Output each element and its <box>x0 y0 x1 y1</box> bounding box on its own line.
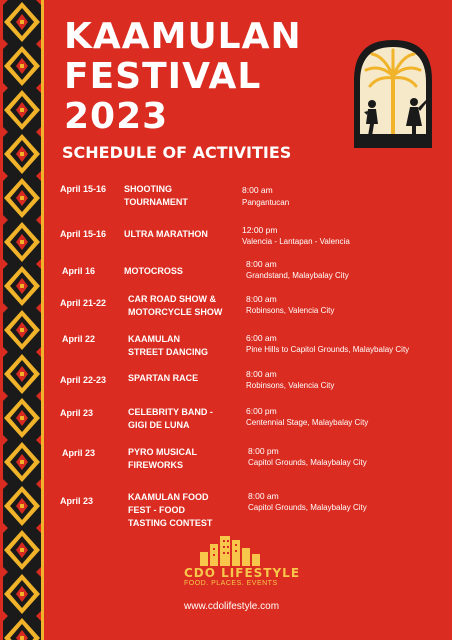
event-time: 12:00 pm <box>242 225 278 235</box>
event-date: April 15-16 <box>60 184 107 194</box>
event-name <box>128 293 222 319</box>
event-date: April 21-22 <box>60 298 107 308</box>
event-name-line: TOURNAMENT <box>124 197 188 207</box>
event-name-line: MOTOCROSS <box>124 266 183 276</box>
event-name-line: PYRO MUSICAL <box>128 447 198 457</box>
schedule-subtitle: SCHEDULE OF ACTIVITIES <box>62 143 292 162</box>
event-name-line: TASTING CONTEST <box>128 518 213 528</box>
title-line-2: FESTIVAL <box>64 56 262 97</box>
event-date: April 22 <box>62 334 96 344</box>
event-name-line: GIGI DE LUNA <box>128 420 190 430</box>
event-date: April 22-23 <box>60 375 107 385</box>
sponsor-tagline: FOOD. PLACES. EVENTS <box>184 580 278 587</box>
event-venue: Robinsons, Valencia City <box>246 381 335 390</box>
event-name <box>124 265 183 278</box>
event-venue: Valencia - Lantapan - Valencia <box>242 237 350 246</box>
event-date: April 23 <box>60 496 94 506</box>
event-name-line: SPARTAN RACE <box>128 373 199 383</box>
website-link[interactable]: www.cdolifestyle.com <box>184 601 280 612</box>
event-date: April 16 <box>62 266 96 276</box>
event-name-line: ULTRA MARATHON <box>124 229 208 239</box>
event-time: 6:00 am <box>246 333 277 343</box>
event-time: 8:00 am <box>246 369 277 379</box>
event-name <box>128 372 198 385</box>
event-name-line: CAR ROAD SHOW & <box>128 294 216 304</box>
event-venue: Robinsons, Valencia City <box>246 306 335 315</box>
event-venue: Centennial Stage, Malaybalay City <box>246 418 369 427</box>
event-name <box>128 446 197 472</box>
event-venue: Capitol Grounds, Malaybalay City <box>248 458 367 467</box>
event-name <box>128 491 212 530</box>
event-time: 8:00 am <box>246 259 277 269</box>
event-time: 8:00 am <box>242 185 273 195</box>
kaamulan-emblem-icon <box>350 36 436 152</box>
event-venue: Grandstand, Malaybalay City <box>246 271 349 280</box>
title-line-3: 2023 <box>64 96 169 137</box>
event-name <box>128 406 213 432</box>
event-name <box>124 228 208 241</box>
event-name-line: KAAMULAN FOOD <box>128 492 209 502</box>
event-name <box>128 333 208 359</box>
tribal-border-pattern <box>0 0 44 640</box>
event-date: April 23 <box>60 408 94 418</box>
event-time: 8:00 pm <box>248 446 279 456</box>
event-name-line: KAAMULAN <box>128 334 180 344</box>
event-venue: Pine Hills to Capitol Grounds, Malaybalay City <box>246 345 410 354</box>
event-name-line: FEST - FOOD <box>128 505 185 515</box>
title-line-1: KAAMULAN <box>64 16 302 57</box>
event-date: April 15-16 <box>60 229 107 239</box>
event-time: 8:00 am <box>248 491 279 501</box>
event-venue: Capitol Grounds, Malaybalay City <box>248 503 367 512</box>
sponsor-name: CDO LIFESTYLE <box>184 566 301 580</box>
event-time: 8:00 am <box>246 294 277 304</box>
event-name-line: MOTORCYCLE SHOW <box>128 307 223 317</box>
event-name <box>124 183 188 209</box>
event-name-line: STREET DANCING <box>128 347 209 357</box>
event-time: 6:00 pm <box>246 406 277 416</box>
event-name-line: CELEBRITY BAND - <box>128 407 213 417</box>
event-name-line: SHOOTING <box>124 184 173 194</box>
event-date: April 23 <box>62 448 96 458</box>
event-name-line: FIREWORKS <box>128 460 183 470</box>
event-venue: Pangantucan <box>242 198 290 207</box>
